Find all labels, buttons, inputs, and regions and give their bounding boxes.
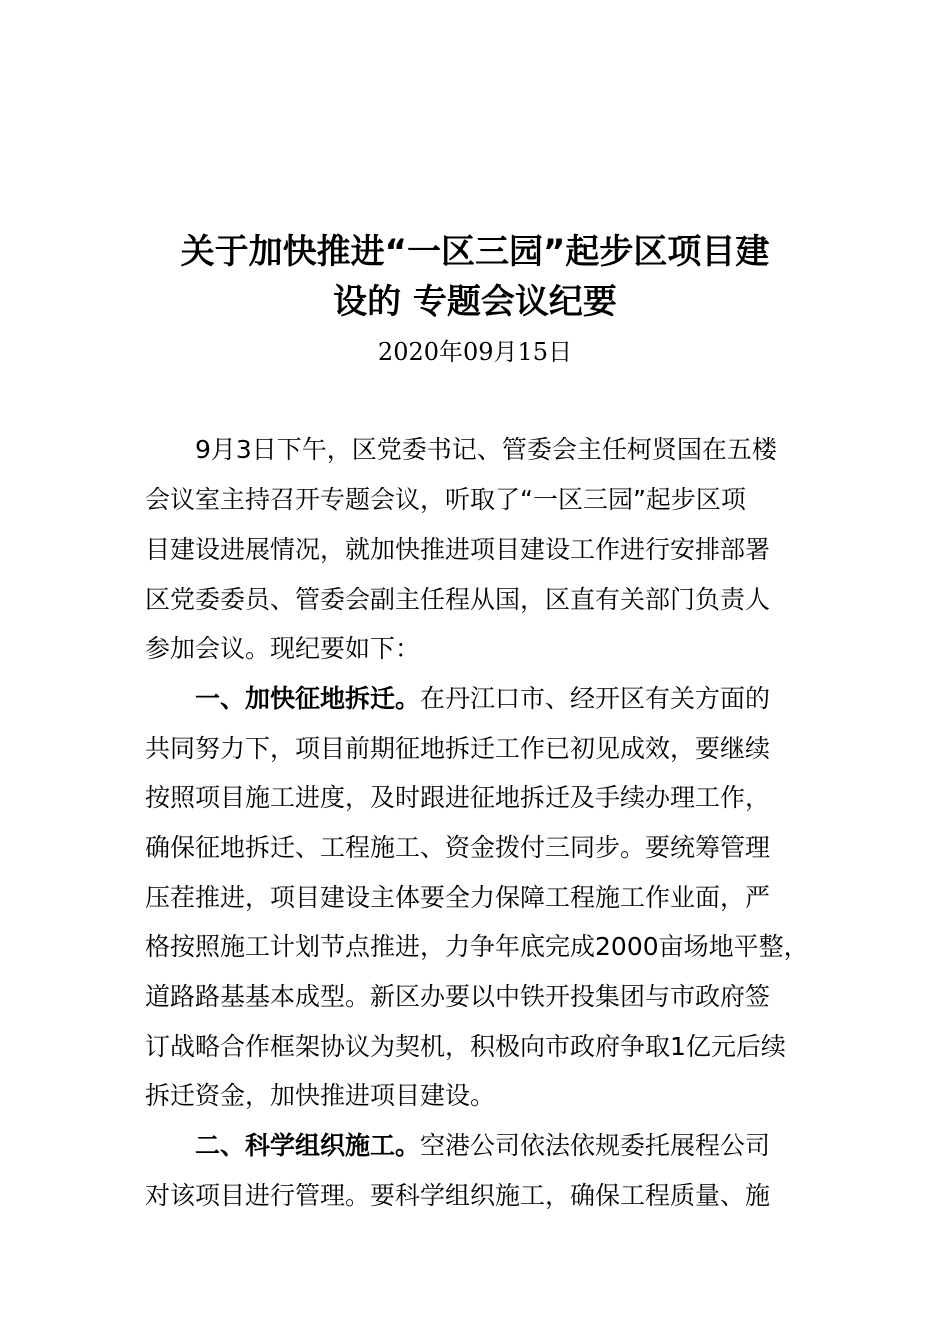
paragraph-1-line: 目建设进展情况，就加快推进项目建设工作进行安排部署 xyxy=(145,535,771,564)
document-title-line-2: 设的 专题会议纪要 xyxy=(333,282,617,322)
section-1-line: 确保征地拆迁、工程施工、资金拨付三同步。要统筹管理 xyxy=(145,833,771,862)
section-1-heading: 一、加快征地拆迁。 xyxy=(195,684,421,713)
section-2-line: 对该项目进行管理。要科学组织施工，确保工程质量、施 xyxy=(145,1181,771,1210)
section-1-line: 拆迁资金，加快推进项目建设。 xyxy=(145,1081,496,1110)
paragraph-1-line: 区党委委员、管委会副主任程从国，区直有关部门负责人 xyxy=(145,585,771,614)
section-2-first-line xyxy=(195,1130,770,1162)
section-1-line: 订战略合作框架协议为契机，积极向市政府争取1亿元后续 xyxy=(145,1032,786,1061)
document-date: 2020年09月15日 xyxy=(377,338,573,366)
section-1-text: 在丹江口市、经开区有关方面的 xyxy=(420,684,771,713)
document-title-line-1: 关于加快推进“一区三园”起步区项目建 xyxy=(180,232,770,272)
section-1-line: 按照项目施工进度，及时跟进征地拆迁及手续办理工作， xyxy=(145,783,771,812)
section-1-line: 共同努力下，项目前期征地拆迁工作已初见成效，要继续 xyxy=(145,734,771,763)
section-1-first-line xyxy=(195,683,770,715)
paragraph-1-line: 参加会议。现纪要如下： xyxy=(145,634,421,663)
section-1-line: 压茬推进，项目建设主体要全力保障工程施工作业面，严 xyxy=(145,883,771,912)
section-2-text: 空港公司依法依规委托展程公司 xyxy=(420,1131,771,1160)
section-1-line: 道路路基基本成型。新区办要以中铁开投集团与市政府签 xyxy=(145,982,771,1011)
paragraph-1-line: 9月3日下午，区党委书记、管委会主任柯贤国在五楼 xyxy=(195,435,777,464)
section-2-heading: 二、科学组织施工。 xyxy=(195,1131,421,1160)
section-1-line: 格按照施工计划节点推进，力争年底完成2000亩场地平整， xyxy=(145,932,809,961)
paragraph-1-line: 会议室主持召开专题会议，听取了“一区三园”起步区项 xyxy=(145,485,746,514)
